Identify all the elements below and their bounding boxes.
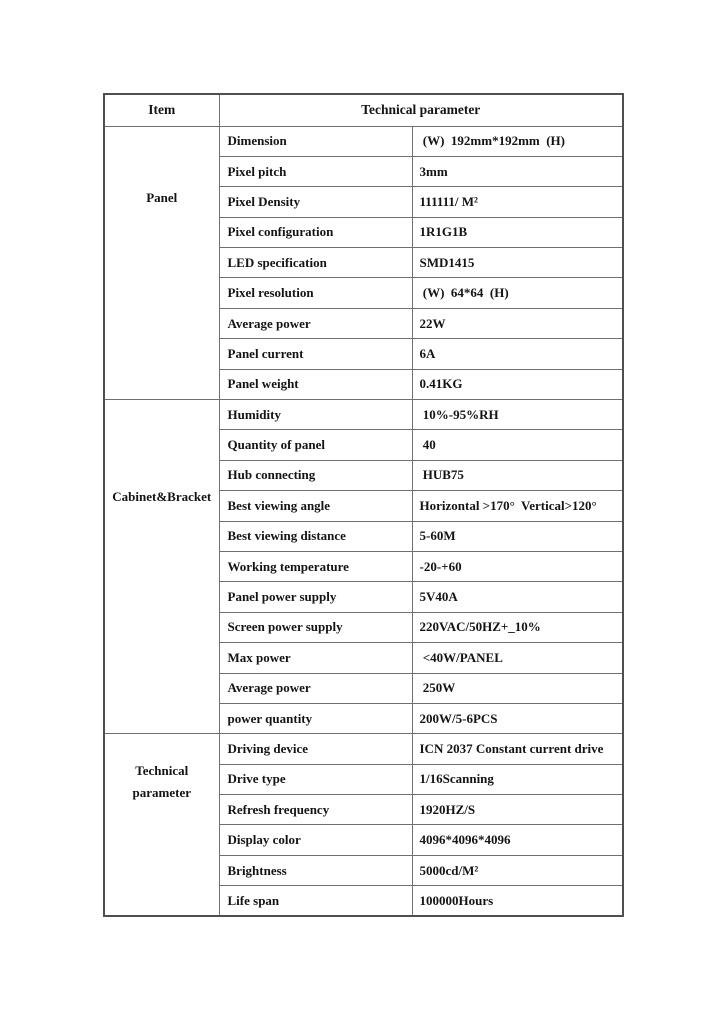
param-value-cell: (W) 64*64 (H) bbox=[412, 278, 623, 308]
param-name-cell: Refresh frequency bbox=[219, 795, 412, 825]
param-value-cell: 4096*4096*4096 bbox=[412, 825, 623, 855]
spec-table bbox=[103, 93, 624, 917]
param-value-cell: 5V40A bbox=[412, 582, 623, 612]
param-value-cell: ICN 2037 Constant current drive bbox=[412, 734, 623, 764]
param-name-cell: Drive type bbox=[219, 764, 412, 794]
header-item-cell: Item bbox=[104, 94, 219, 126]
param-name-cell: power quantity bbox=[219, 703, 412, 733]
param-name-cell: Screen power supply bbox=[219, 612, 412, 642]
param-value-cell: 40 bbox=[412, 430, 623, 460]
param-value-cell: 3mm bbox=[412, 156, 623, 186]
param-name-cell: Panel current bbox=[219, 339, 412, 369]
param-name-cell: Best viewing angle bbox=[219, 491, 412, 521]
param-name-cell: Best viewing distance bbox=[219, 521, 412, 551]
section-label-text: Technical parameter bbox=[132, 763, 191, 801]
param-value-cell: 220VAC/50HZ+_10% bbox=[412, 612, 623, 642]
param-name-cell: Average power bbox=[219, 308, 412, 338]
param-value-cell: 5000cd/M² bbox=[412, 855, 623, 885]
param-value-cell: 200W/5-6PCS bbox=[412, 703, 623, 733]
param-value-cell: HUB75 bbox=[412, 460, 623, 490]
param-value-cell: 111111/ M² bbox=[412, 187, 623, 217]
param-value-cell: Horizontal >170° Vertical>120° bbox=[412, 491, 623, 521]
param-name-cell: Panel power supply bbox=[219, 582, 412, 612]
param-name-cell: Panel weight bbox=[219, 369, 412, 399]
param-name-cell: Max power bbox=[219, 643, 412, 673]
table-row bbox=[104, 734, 623, 764]
table-row bbox=[104, 126, 623, 156]
param-name-cell: Quantity of panel bbox=[219, 430, 412, 460]
table-row bbox=[104, 400, 623, 430]
param-name-cell: Working temperature bbox=[219, 551, 412, 581]
table-header-row bbox=[104, 94, 623, 126]
param-name-cell: Brightness bbox=[219, 855, 412, 885]
param-name-cell: Driving device bbox=[219, 734, 412, 764]
param-name-cell: Pixel configuration bbox=[219, 217, 412, 247]
param-name-cell: Average power bbox=[219, 673, 412, 703]
param-name-cell: Humidity bbox=[219, 400, 412, 430]
param-value-cell: 10%-95%RH bbox=[412, 400, 623, 430]
param-value-cell: (W) 192mm*192mm (H) bbox=[412, 126, 623, 156]
param-value-cell: <40W/PANEL bbox=[412, 643, 623, 673]
param-value-cell: 1/16Scanning bbox=[412, 764, 623, 794]
section-label-panel bbox=[104, 126, 219, 400]
param-name-cell: Life span bbox=[219, 886, 412, 916]
param-value-cell: -20-+60 bbox=[412, 551, 623, 581]
param-value-cell: 6A bbox=[412, 339, 623, 369]
param-name-cell: Pixel Density bbox=[219, 187, 412, 217]
param-value-cell: 0.41KG bbox=[412, 369, 623, 399]
param-value-cell: 22W bbox=[412, 308, 623, 338]
param-value-cell: 1920HZ/S bbox=[412, 795, 623, 825]
param-name-cell: LED specification bbox=[219, 248, 412, 278]
param-name-cell: Pixel pitch bbox=[219, 156, 412, 186]
param-value-cell: 5-60M bbox=[412, 521, 623, 551]
section-label-text: Cabinet&Bracket bbox=[112, 489, 212, 505]
param-value-cell: 250W bbox=[412, 673, 623, 703]
header-parameter-cell: Technical parameter bbox=[219, 94, 623, 126]
param-name-cell: Pixel resolution bbox=[219, 278, 412, 308]
param-value-cell: 100000Hours bbox=[412, 886, 623, 916]
param-value-cell: 1R1G1B bbox=[412, 217, 623, 247]
section-label-text: Panel bbox=[146, 189, 178, 205]
param-name-cell: Display color bbox=[219, 825, 412, 855]
param-value-cell: SMD1415 bbox=[412, 248, 623, 278]
param-name-cell: Hub connecting bbox=[219, 460, 412, 490]
section-label-cabinet-bracket bbox=[104, 400, 219, 734]
param-name-cell: Dimension bbox=[219, 126, 412, 156]
section-label-technical-parameter bbox=[104, 734, 219, 916]
